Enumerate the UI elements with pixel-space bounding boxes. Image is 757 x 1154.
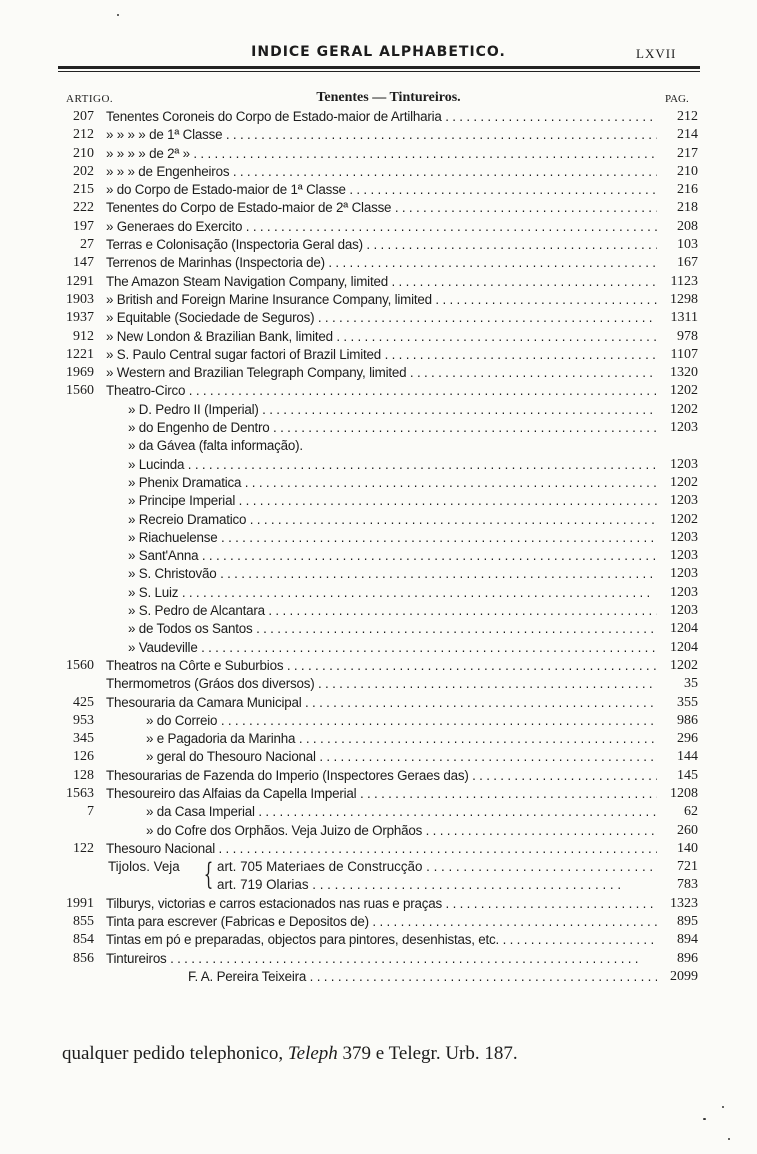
article-number: 912 (73, 328, 94, 344)
index-entry (0, 492, 757, 510)
index-entry (0, 840, 757, 858)
index-entry (0, 950, 757, 968)
article-number: 345 (73, 731, 94, 747)
page-reference: 167 (677, 255, 698, 271)
entry-text: Terras e Colonisação (Inspectoria Geral das) . . . (106, 236, 657, 254)
index-entry (0, 639, 757, 657)
entry-text: » Vaudeville . . . (128, 639, 657, 657)
tijolos-entry (0, 858, 757, 895)
entry-text: » e Pagadoria da Marinha . . . (146, 730, 657, 748)
page-reference: 1202 (670, 383, 698, 399)
page-reference: 894 (677, 932, 698, 948)
article-number: 147 (73, 255, 94, 271)
entry-text: Terrenos de Marinhas (Inspectoria de) . . . (106, 254, 657, 272)
article-number: 854 (73, 932, 94, 948)
entry-text: » D. Pedro II (Imperial) . . . (128, 401, 657, 419)
article-number: 222 (73, 200, 94, 216)
page-reference: 1107 (670, 346, 698, 362)
footer-teleph: Teleph (287, 1043, 338, 1064)
index-entry (0, 620, 757, 638)
page-reference: 35 (684, 676, 698, 692)
page-reference: 1202 (670, 474, 698, 490)
index-entry (0, 675, 757, 693)
entry-text: Thesourarias de Fazenda do Imperio (Inspectores Geraes das) . . . (106, 767, 657, 785)
page-reference: 978 (677, 328, 698, 344)
entry-text: Tilburys, victorias e carros estacionados nas ruas e praças . . . (106, 895, 657, 913)
ink-speck (728, 1138, 730, 1140)
index-entries (0, 108, 757, 986)
index-entry (0, 785, 757, 803)
entry-text: Thesoureiro das Alfaias da Capella Imperial . . . (106, 785, 657, 803)
entry-text: » S. Paulo Central sugar factori of Brazil Limited . . . (106, 346, 657, 364)
index-entry (0, 273, 757, 291)
entry-text: » da Gávea (falta informação). (128, 438, 303, 454)
page-reference: 2099 (670, 968, 698, 984)
page-reference: 214 (677, 127, 698, 143)
article-number: 1560 (66, 383, 94, 399)
page-header-title: INDICE GERAL ALPHABETICO. (251, 44, 506, 60)
page-reference: 1208 (670, 785, 698, 801)
page-reference: 355 (677, 694, 698, 710)
entry-text: Tintas em pó e preparadas, objectos para pintores, desenhistas, etc. . . . (106, 931, 657, 949)
article-number: 425 (73, 694, 94, 710)
entry-text: Tinta para escrever (Fabricas e Depositos de) . . . (106, 913, 657, 931)
index-entry (0, 163, 757, 181)
entry-text: » S. Pedro de Alcantara . . . (128, 602, 657, 620)
page-reference: 1204 (670, 621, 698, 637)
index-entry (0, 437, 757, 455)
entry-text: » Recreio Dramatico . . . (128, 511, 657, 529)
index-entry (0, 565, 757, 583)
entry-text: » Sant'Anna . . . (128, 547, 657, 565)
entry-text: Thesouro Nacional . . . (106, 840, 657, 858)
entry-text: » do Engenho de Dentro . . . (128, 419, 657, 437)
page-reference: 208 (677, 218, 698, 234)
page-reference: 1311 (670, 310, 698, 326)
article-number: 1221 (66, 346, 94, 362)
column-header-artigo: ARTIGO. (66, 93, 114, 105)
article-number: 207 (73, 109, 94, 124)
article-number: 1291 (66, 273, 94, 289)
index-entry (0, 108, 757, 126)
page-reference: 1123 (670, 273, 698, 289)
article-number: 1991 (66, 895, 94, 911)
entry-text: Theatro-Circo . . . (106, 382, 657, 400)
entry-text: » New London & Brazilian Bank, limited . . . (106, 328, 657, 346)
index-entry (0, 254, 757, 272)
article-number: 855 (73, 914, 94, 930)
index-entry (0, 218, 757, 236)
index-entry (0, 181, 757, 199)
entry-text: Thermometros (Gráos dos diversos) . . . (106, 675, 657, 693)
entry-text: Tenentes do Corpo de Estado-maior de 2ª Classe . . . (106, 199, 657, 217)
index-entry (0, 309, 757, 327)
page-reference: 216 (677, 182, 698, 198)
article-number: 126 (73, 749, 94, 765)
index-entry (0, 913, 757, 931)
index-entry (0, 694, 757, 712)
entry-text: The Amazon Steam Navigation Company, limited . . . (106, 273, 657, 291)
page-reference: 895 (677, 914, 698, 930)
entry-text: » British and Foreign Marine Insurance Company, limited . . . (106, 291, 657, 309)
section-title: Tenentes — Tintureiros. (316, 90, 461, 105)
article-number: 1903 (66, 291, 94, 307)
page-reference: 145 (677, 767, 698, 783)
entry-text: » » » » de 1ª Classe . . . (106, 126, 657, 144)
footer-note (62, 1043, 702, 1065)
ink-speck (703, 1118, 706, 1120)
article-number: 197 (73, 218, 94, 234)
article-number: 1563 (66, 785, 94, 801)
page-reference: 62 (684, 804, 698, 820)
page-reference: 217 (677, 145, 698, 161)
page-reference: 210 (677, 163, 698, 179)
entry-text: » do Cofre dos Orphãos. Veja Juizo de Orphãos . . . (146, 822, 657, 840)
article-number: 122 (73, 840, 94, 856)
index-entry (0, 291, 757, 309)
index-entry (0, 346, 757, 364)
page-reference: 1320 (670, 365, 698, 381)
article-number: 1560 (66, 657, 94, 673)
tijolos-lead: Tijolos. Veja (108, 859, 180, 875)
tijolos-subentry: art. 705 Materiaes de Construcção . . . (217, 858, 657, 876)
page-reference: 896 (677, 950, 698, 966)
index-entry (0, 584, 757, 602)
index-entry (0, 419, 757, 437)
index-entry (0, 236, 757, 254)
page-reference: 1203 (670, 420, 698, 436)
page-reference: 1202 (670, 401, 698, 417)
page-reference: 1204 (670, 639, 698, 655)
index-entry (0, 199, 757, 217)
entry-text: » S. Christovão . . . (128, 565, 657, 583)
ink-speck (722, 1106, 724, 1108)
article-number: 953 (73, 712, 94, 728)
footer-text-after: 379 e Telegr. Urb. 187. (337, 1043, 518, 1064)
index-entry (0, 382, 757, 400)
entry-text: » da Casa Imperial . . . (146, 803, 657, 821)
page-reference: 1203 (670, 456, 698, 472)
entry-text: Theatros na Côrte e Suburbios . . . (106, 657, 657, 675)
index-entry (0, 712, 757, 730)
index-entry (0, 657, 757, 675)
page-reference: 1203 (670, 548, 698, 564)
page-reference: 783 (677, 877, 698, 893)
index-entry (0, 364, 757, 382)
index-entry (0, 895, 757, 913)
index-entry (0, 145, 757, 163)
article-number: 7 (87, 804, 94, 820)
entry-text: » Lucinda . . . (128, 456, 657, 474)
index-entry (0, 511, 757, 529)
brace-icon: { (203, 857, 214, 893)
article-number: 856 (73, 950, 94, 966)
article-number: 128 (73, 767, 94, 783)
entry-text: » Principe Imperial . . . (128, 492, 657, 510)
entry-text: F. A. Pereira Teixeira . . . (188, 968, 657, 986)
entry-text: » » » » de 2ª » . . . (106, 145, 657, 163)
page-reference: 1203 (670, 603, 698, 619)
header-rule-thin (58, 71, 700, 72)
article-number: 1969 (66, 365, 94, 381)
page-reference: 260 (677, 822, 698, 838)
header-rule-thick (58, 66, 700, 69)
page-reference: 1298 (670, 291, 698, 307)
page-reference: 986 (677, 712, 698, 728)
page-reference: 296 (677, 731, 698, 747)
index-entry (0, 547, 757, 565)
index-entry (0, 803, 757, 821)
entry-text: » de Todos os Santos . . . (128, 620, 657, 638)
page-reference: 1323 (670, 895, 698, 911)
entry-text: » geral do Thesouro Nacional . . . (146, 748, 657, 766)
index-entry (0, 822, 757, 840)
index-entry (0, 730, 757, 748)
page-reference: 103 (677, 237, 698, 253)
entry-text: » Generaes do Exercito . . . (106, 218, 657, 236)
tijolos-subentry: art. 719 Olarias . . . (217, 876, 657, 894)
page-reference: 1203 (670, 566, 698, 582)
entry-text: » do Correio . . . (146, 712, 657, 730)
entry-text: Tintureiros . . . (106, 950, 657, 968)
article-number: 215 (73, 182, 94, 198)
entry-text: » » » de Engenheiros . . . (106, 163, 657, 181)
page-reference: 721 (677, 859, 698, 875)
index-entry (0, 767, 757, 785)
index-entry (0, 474, 757, 492)
index-entry (0, 748, 757, 766)
index-entry (0, 529, 757, 547)
index-entry (0, 456, 757, 474)
page-reference: 1203 (670, 493, 698, 509)
article-number: 27 (80, 237, 94, 253)
footer-text-before: qualquer pedido telephonico, (62, 1043, 288, 1064)
article-number: 202 (73, 163, 94, 179)
entry-text: Thesouraria da Camara Municipal . . . (106, 694, 657, 712)
column-header-pag: PAG. (665, 93, 689, 105)
page-reference: 212 (677, 109, 698, 124)
page-reference: 144 (677, 749, 698, 765)
index-entry (0, 968, 757, 986)
page-reference: 1202 (670, 657, 698, 673)
entry-text: » S. Luiz . . . (128, 584, 657, 602)
page-number: LXVII (636, 46, 677, 61)
page-reference: 218 (677, 200, 698, 216)
entry-text: » Riachuelense . . . (128, 529, 657, 547)
article-number: 210 (73, 145, 94, 161)
page-reference: 1202 (670, 511, 698, 527)
entry-text: » Phenix Dramatica . . . (128, 474, 657, 492)
index-entry (0, 126, 757, 144)
entry-text: Tenentes Coroneis do Corpo de Estado-maior de Artilharia . . . (106, 108, 657, 126)
index-entry (0, 401, 757, 419)
ink-speck (117, 14, 119, 16)
index-entry (0, 328, 757, 346)
entry-text: » do Corpo de Estado-maior de 1ª Classe . . . (106, 181, 657, 199)
entry-text: » Western and Brazilian Telegraph Company, limited . . . (106, 364, 657, 382)
index-entry (0, 602, 757, 620)
page-reference: 1203 (670, 529, 698, 545)
index-entry (0, 931, 757, 949)
page-reference: 140 (677, 840, 698, 856)
entry-text: » Equitable (Sociedade de Seguros) . . . (106, 309, 657, 327)
page-reference: 1203 (670, 584, 698, 600)
article-number: 212 (73, 127, 94, 143)
article-number: 1937 (66, 310, 94, 326)
